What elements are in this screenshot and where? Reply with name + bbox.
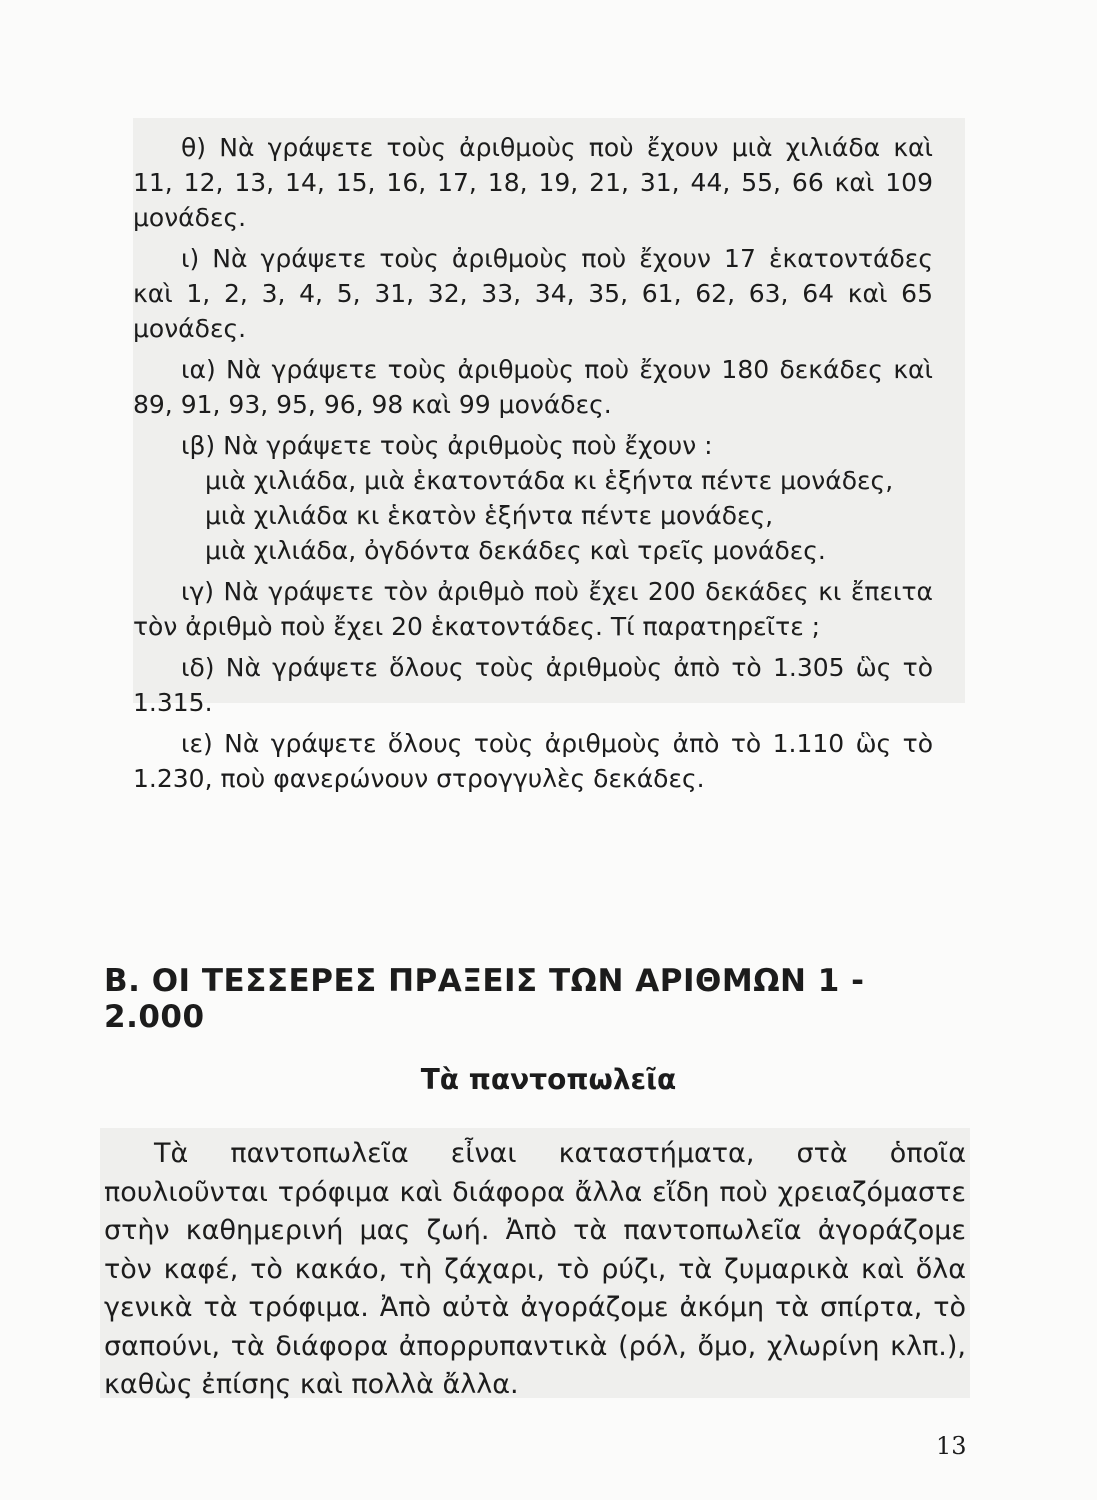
exercise-text: ιβ) Νὰ γράψετε τοὺς ἀριθμοὺς ποὺ ἔχουν : — [181, 431, 713, 460]
exercise-text: ιε) Νὰ γράψετε ὅλους τοὺς ἀριθμοὺς ἀπὸ τὸ 1.110 ὣς τὸ 1.230, ποὺ φανερώνουν στρογγυλὲς δεκάδες. — [133, 729, 933, 793]
exercise-item — [133, 726, 933, 796]
exercise-subitem: μιὰ χιλιάδα, ὀγδόντα δεκάδες καὶ τρεῖς μονάδες. — [205, 536, 826, 565]
exercise-item — [133, 650, 933, 720]
exercise-list — [133, 130, 933, 802]
body-paragraph: Τὰ παντοπωλεῖα εἶναι καταστήματα, στὰ ὁποῖα πουλιοῦνται τρόφιμα καὶ διάφορα ἄλλα εἴδη ποὺ χρειαζόμαστε στὴν καθημερινή μας ζωή. Ἀπὸ τὰ παντοπωλεῖα ἀγοράζομε τὸν καφέ, τὸ κακάο, τὴ ζάχαρι, τὸ ρύζι, τὰ ζυμαρικὰ καὶ ὅλα γενικὰ τὰ τρόφιμα. Ἀπὸ αὐτὰ ἀγοράζομε ἀκόμη τὰ σπίρτα, τὸ σαπούνι, τὰ διάφορα ἀπορρυπαντικὰ (ρόλ, ὄμο, χλωρίνη κλπ.), καθὼς ἐπίσης καὶ πολλὰ ἄλλα. — [104, 1138, 966, 1400]
exercise-text: θ) Νὰ γράψετε τοὺς ἀριθμοὺς ποὺ ἔχουν μιὰ χιλιάδα καὶ 11, 12, 13, 14, 15, 16, 17, 18, 19, 21, 31, 44, 55, 66 καὶ 109 μονάδες. — [133, 133, 933, 232]
exercise-text: ιδ) Νὰ γράψετε ὅλους τοὺς ἀριθμοὺς ἀπὸ τὸ 1.305 ὣς τὸ 1.315. — [133, 653, 933, 717]
exercise-item — [133, 352, 933, 422]
exercise-item — [133, 130, 933, 235]
exercise-text: ι) Νὰ γράψετε τοὺς ἀριθμοὺς ποὺ ἔχουν 17 ἑκατοντάδες καὶ 1, 2, 3, 4, 5, 31, 32, 33, 34, 35, 61, 62, 63, 64 καὶ 65 μονάδες. — [133, 244, 933, 343]
exercise-text: ιγ) Νὰ γράψετε τὸν ἀριθμὸ ποὺ ἔχει 200 δεκάδες κι ἔπειτα τὸν ἀριθμὸ ποὺ ἔχει 20 ἑκατοντάδες. Τί παρατηρεῖτε ; — [133, 577, 933, 641]
exercise-item — [133, 241, 933, 346]
subsection-title: Τὰ παντοπωλεῖα — [420, 1063, 677, 1096]
page-number: 13 — [936, 1432, 967, 1460]
exercise-item — [133, 574, 933, 644]
exercise-text: ια) Νὰ γράψετε τοὺς ἀριθμοὺς ποὺ ἔχουν 180 δεκάδες καὶ 89, 91, 93, 95, 96, 98 καὶ 99 μονάδες. — [133, 355, 933, 419]
section-title: Β. ΟΙ ΤΕΣΣΕΡΕΣ ΠΡΑΞΕΙΣ ΤΩΝ ΑΡΙΘΜΩΝ 1 - 2.000 — [104, 963, 865, 1035]
exercise-subitem: μιὰ χιλιάδα κι ἑκατὸν ἑξήντα πέντε μονάδες, — [205, 501, 774, 530]
exercise-subitem: μιὰ χιλιάδα, μιὰ ἑκατοντάδα κι ἑξήντα πέντε μονάδες, — [205, 466, 894, 495]
exercise-item — [133, 428, 933, 568]
